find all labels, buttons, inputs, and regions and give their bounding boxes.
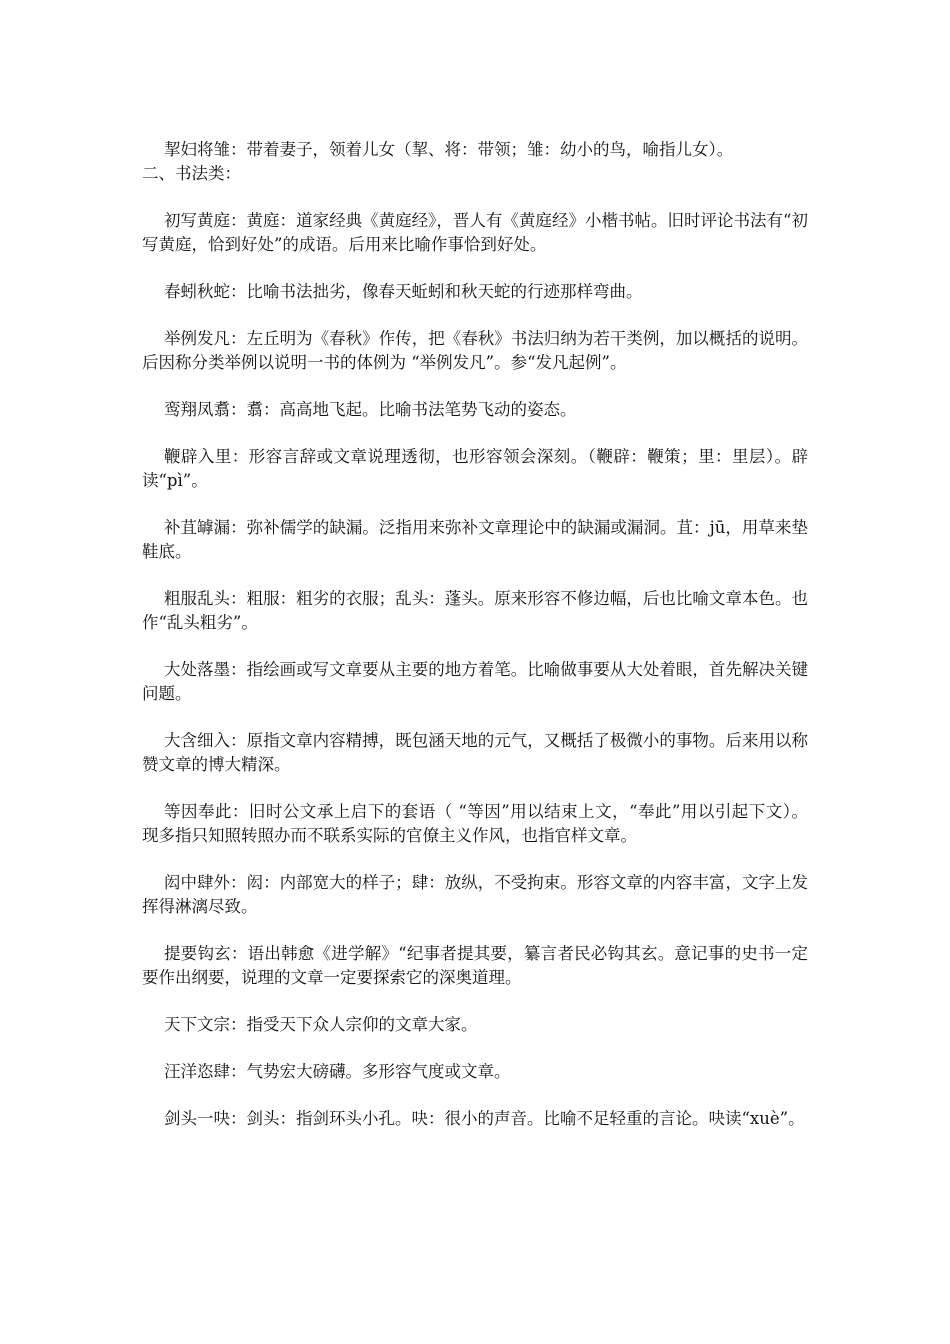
paragraph-bian-pi-ru-li: 鞭辟入里：形容言辞或文章说理透彻，也形容领会深刻。（鞭辟：鞭策；里：里层）。辟读“pì”。 — [142, 447, 808, 490]
paragraph-hong-zhong-si-wai: 闳中肆外：闳：内部宽大的样子；肆：放纵，不受拘束。形容文章的内容丰富，文字上发挥得淋漓尽致。 — [142, 873, 808, 916]
paragraph-luan-xiang-feng-zhu: 鸾翔凤翥：翥：高高地飞起。比喻书法笔势飞动的姿态。 — [164, 400, 577, 419]
paragraph-qie-fu-jiang-chu: 挈妇将雏：带着妻子，领着儿女（挈、将：带领；雏：幼小的鸟，喻指儿女）。 — [164, 140, 734, 159]
paragraph-da-han-xi-ru: 大含细入：原指文章内容精搏，既包涵天地的元气，又概括了极微小的事物。后来用以称赞文章的博大精深。 — [142, 731, 808, 774]
paragraph-da-chu-luo-mo: 大处落墨：指绘画或写文章要从主要的地方着笔。比喻做事要从大处着眼，首先解决关键问题。 — [142, 660, 808, 703]
paragraph-ju-li-fa-fan: 举例发凡：左丘明为《春秋》作传，把《春秋》书法归纳为若干类例，加以概括的说明。后因称分类举例以说明一书的体例为 “举例发凡”。参“发凡起例”。 — [142, 329, 808, 372]
paragraph-chu-xie-huang-ting: 初写黄庭：黄庭：道家经典《黄庭经》，晋人有《黄庭经》小楷书帖。旧时评论书法有“初写黄庭，恰到好处”的成语。后用来比喻作事恰到好处。 — [142, 211, 808, 254]
paragraph-bu-ju-xia-lou: 补苴罅漏：弥补儒学的缺漏。泛指用来弥补文章理论中的缺漏或漏洞。苴：jū，用草来垫鞋底。 — [142, 518, 808, 561]
paragraph-ti-yao-gou-xuan: 提要钩玄：语出韩愈《进学解》“纪事者提其要，纂言者民必钩其玄。意记事的史书一定要作出纲要，说理的文章一定要探索它的深奥道理。 — [142, 944, 808, 987]
document-page — [142, 138, 808, 1154]
section-heading-calligraphy: 二、书法类： — [142, 164, 241, 183]
paragraph-tian-xia-wen-zong: 天下文宗：指受天下众人宗仰的文章大家。 — [164, 1015, 478, 1034]
paragraph-deng-yin-feng-ci: 等因奉此：旧时公文承上启下的套语（ “等因”用以结束上文，“奉此”用以引起下文）。 现多指只知照转照办而不联系实际的官僚主义作风，也指官样文章。 — [142, 802, 808, 845]
paragraph-chun-yin-qiu-she: 春蚓秋蛇：比喻书法拙劣，像春天蚯蚓和秋天蛇的行迹那样弯曲。 — [164, 282, 643, 301]
paragraph-cu-fu-luan-tou: 粗服乱头：粗服：粗劣的衣服；乱头：蓬头。原来形容不修边幅，后也比喻文章本色。也作“乱头粗劣”。 — [142, 589, 808, 632]
paragraph-wang-yang-zi-si: 汪洋恣肆：气势宏大磅礴。多形容气度或文章。 — [164, 1062, 511, 1081]
paragraph-jian-tou-yi-xue: 剑头一吷：剑头：指剑环头小孔。吷：很小的声音。比喻不足轻重的言论。吷读“xuè”。 — [164, 1109, 805, 1128]
